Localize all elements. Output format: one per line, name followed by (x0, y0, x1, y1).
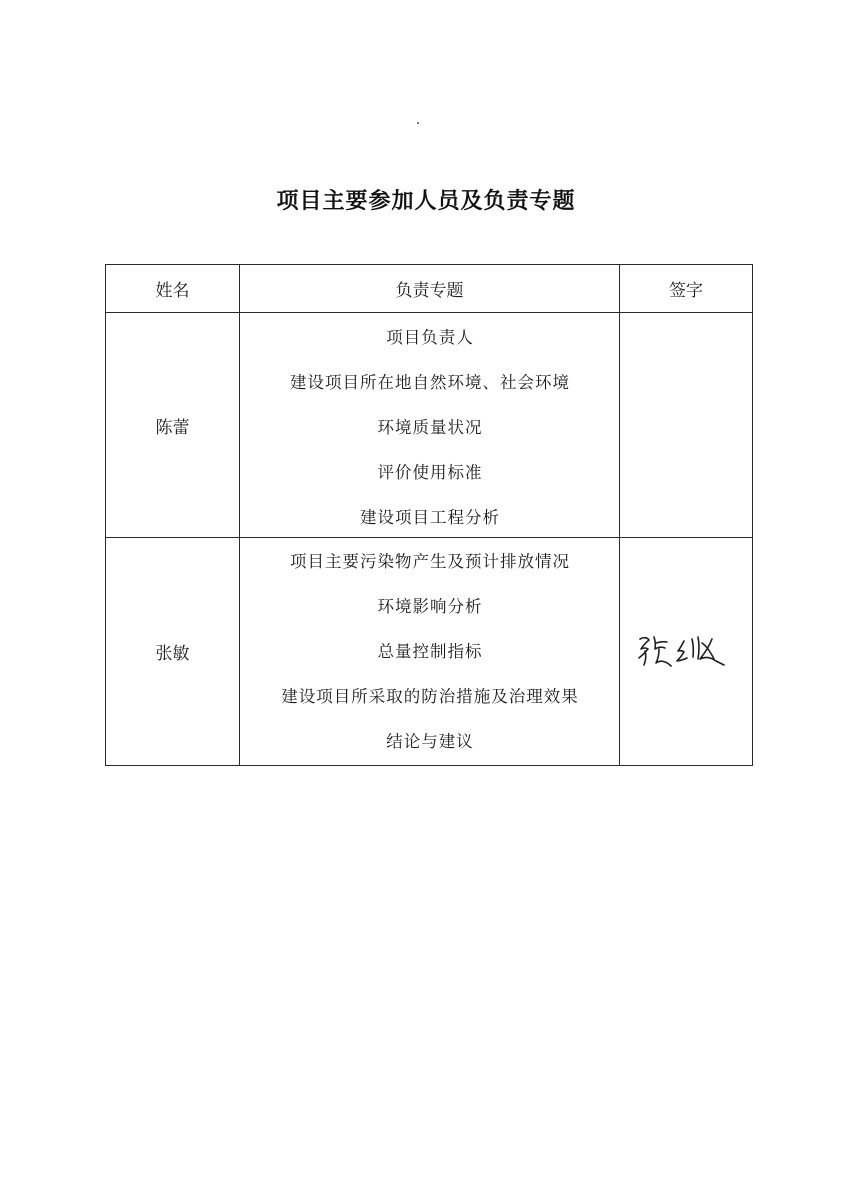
row-2-name: 张敏 (155, 644, 190, 664)
topic-item: 项目主要污染物产生及预计排放情况 (290, 552, 570, 571)
page-title: 项目主要参加人员及负责专题 (276, 189, 576, 214)
row-2-topics (240, 539, 620, 764)
topic-item: 建设项目所采取的防治措施及治理效果 (281, 687, 579, 706)
topic-item: 建设项目工程分析 (360, 508, 500, 527)
topic-item: 评价使用标准 (377, 463, 483, 482)
topic-item: 环境质量状况 (377, 418, 483, 437)
scan-speck (417, 122, 419, 124)
topic-item: 项目负责人 (386, 328, 474, 347)
header-signature: 签字 (669, 281, 703, 301)
row-1-topics (240, 315, 620, 540)
topic-item: 环境影响分析 (377, 597, 483, 616)
row-1-name: 陈蕾 (155, 417, 190, 438)
header-topic: 负责专题 (395, 281, 464, 301)
handwritten-signature (626, 625, 746, 675)
topic-item: 结论与建议 (386, 732, 474, 751)
personnel-table (105, 264, 753, 766)
header-name: 姓名 (155, 281, 190, 301)
topic-item: 建设项目所在地自然环境、社会环境 (290, 373, 570, 392)
topic-item: 总量控制指标 (377, 642, 483, 661)
